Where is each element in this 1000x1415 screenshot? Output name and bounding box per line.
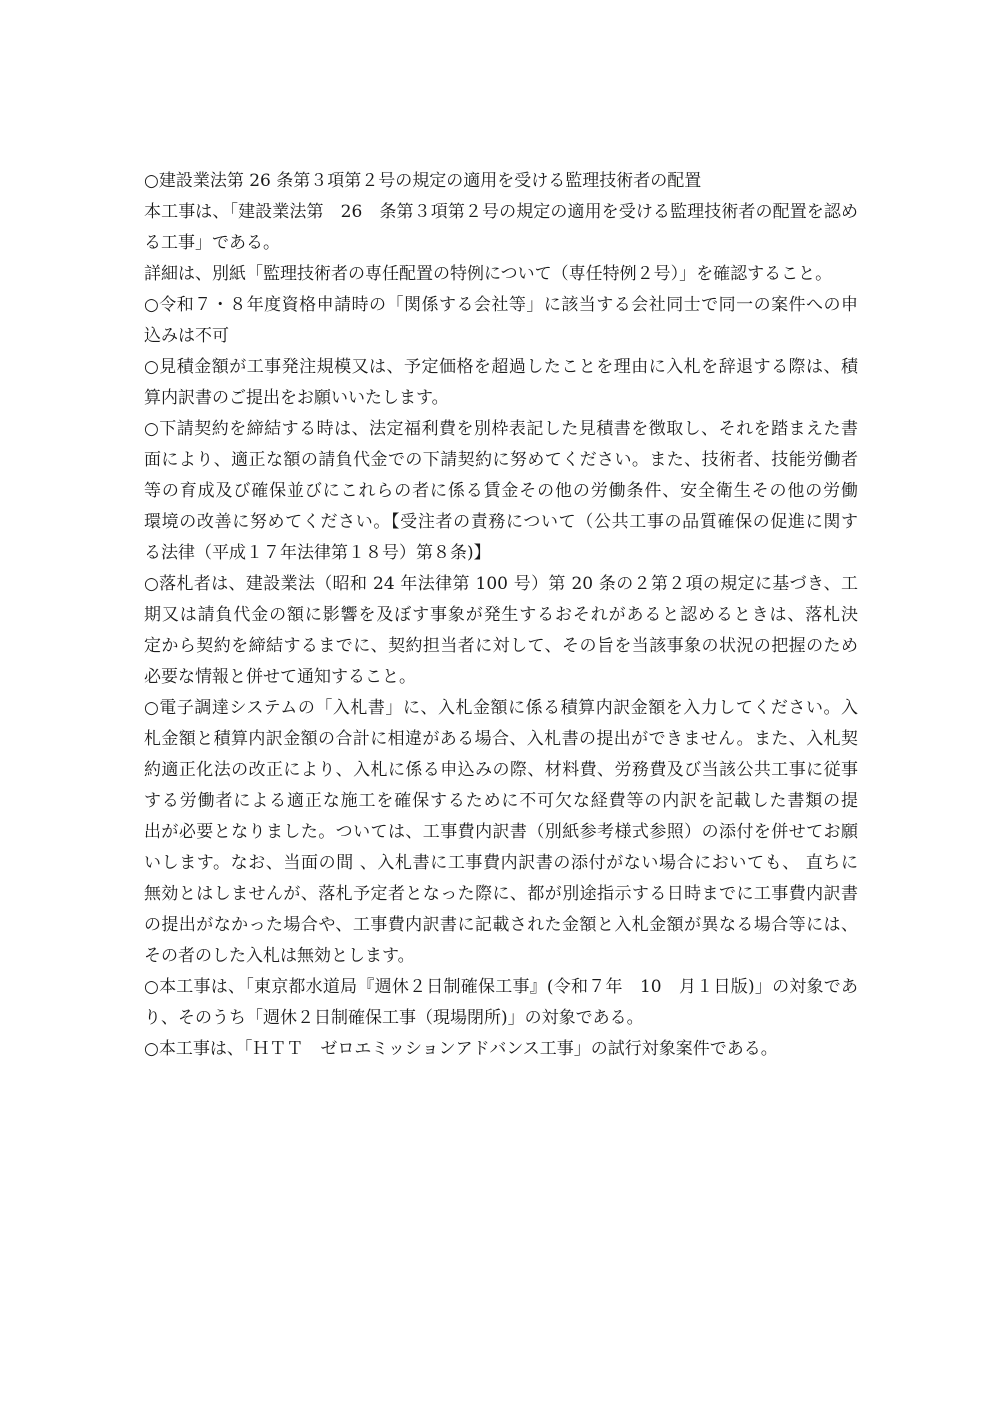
text-line: 詳細は、別紙「監理技術者の専任配置の特例について（専任特例２号）」を確認すること。 — [144, 264, 833, 284]
text-line: その者のした入札は無効とします。 — [144, 946, 415, 966]
text-line: 札金額と積算内訳金額の合計に相違がある場合、入札書の提出ができません。また、入札契 — [144, 729, 858, 749]
text-line: の提出がなかった場合や、工事費内訳書に記載された金額と入札金額が異なる場合等には、 — [144, 915, 858, 935]
text-line: ○落札者は、建設業法（昭和 24 年法律第 100 号）第 20 条の２第２項の規定に基づき、工 — [144, 574, 858, 594]
text-line: 約適正化法の改正により、入札に係る申込みの際、材料費、労務費及び当該公共工事に従事 — [144, 760, 858, 780]
text-line: る工事」である。 — [144, 233, 280, 253]
text-line: 面により、適正な額の請負代金での下請契約に努めてください。また、技術者、技能労働者 — [144, 450, 858, 470]
text-line: いします。なお、当面の間 、入札書に工事費内訳書の添付がない場合においても、 直ちに — [144, 853, 858, 873]
text-line: 等の育成及び確保並びにこれらの者に係る賃金その他の労働条件、安全衛生その他の労働 — [144, 481, 858, 501]
document-body — [144, 166, 858, 1065]
text-line: 無効とはしませんが、落札予定者となった際に、都が別途指示する日時までに工事費内訳書 — [144, 884, 858, 904]
text-line: ○下請契約を締結する時は、法定福利費を別枠表記した見積書を徴取し、それを踏まえた書 — [144, 419, 858, 439]
text-line: ○本工事は、「東京都水道局『週休２日制確保工事』(令和７年 10 月１日版)」の対象であ — [144, 977, 858, 997]
text-line: する労働者による適正な施工を確保するために不可欠な経費等の内訳を記載した書類の提 — [144, 791, 858, 811]
text-line: ○建設業法第 26 条第３項第２号の規定の適用を受ける監理技術者の配置 — [144, 171, 702, 191]
text-line: 出が必要となりました。ついては、工事費内訳書（別紙参考様式参照）の添付を併せてお願 — [144, 822, 858, 842]
text-line: ○令和７・８年度資格申請時の「関係する会社等」に該当する会社同士で同一の案件への申 — [144, 295, 858, 315]
text-line: 定から契約を締結するまでに、契約担当者に対して、その旨を当該事象の状況の把握のため — [144, 636, 858, 656]
text-line: り、そのうち「週休２日制確保工事（現場閉所)」の対象である。 — [144, 1008, 644, 1028]
text-line: 本工事は、「建設業法第 26 条第３項第２号の規定の適用を受ける監理技術者の配置を認め — [144, 202, 858, 222]
text-line: る法律（平成１７年法律第１８号）第８条)】 — [144, 543, 491, 563]
text-line: ○見積金額が工事発注規模又は、予定価格を超過したことを理由に入札を辞退する際は、積 — [144, 357, 858, 377]
text-line: 込みは不可 — [144, 326, 229, 346]
text-line: ○電子調達システムの「入札書」に、入札金額に係る積算内訳金額を入力してください。入 — [144, 698, 858, 718]
text-line: 期又は請負代金の額に影響を及ぼす事象が発生するおそれがあると認めるときは、落札決 — [144, 605, 858, 625]
text-line: 必要な情報と併せて通知すること。 — [144, 667, 416, 687]
text-line: ○本工事は、「ＨＴＴ ゼロエミッションアドバンス工事」の試行対象案件である。 — [144, 1039, 778, 1059]
text-line: 算内訳書のご提出をお願いいたします。 — [144, 388, 449, 408]
text-line: 環境の改善に努めてください。【受注者の責務について（公共工事の品質確保の促進に関す — [144, 512, 858, 532]
